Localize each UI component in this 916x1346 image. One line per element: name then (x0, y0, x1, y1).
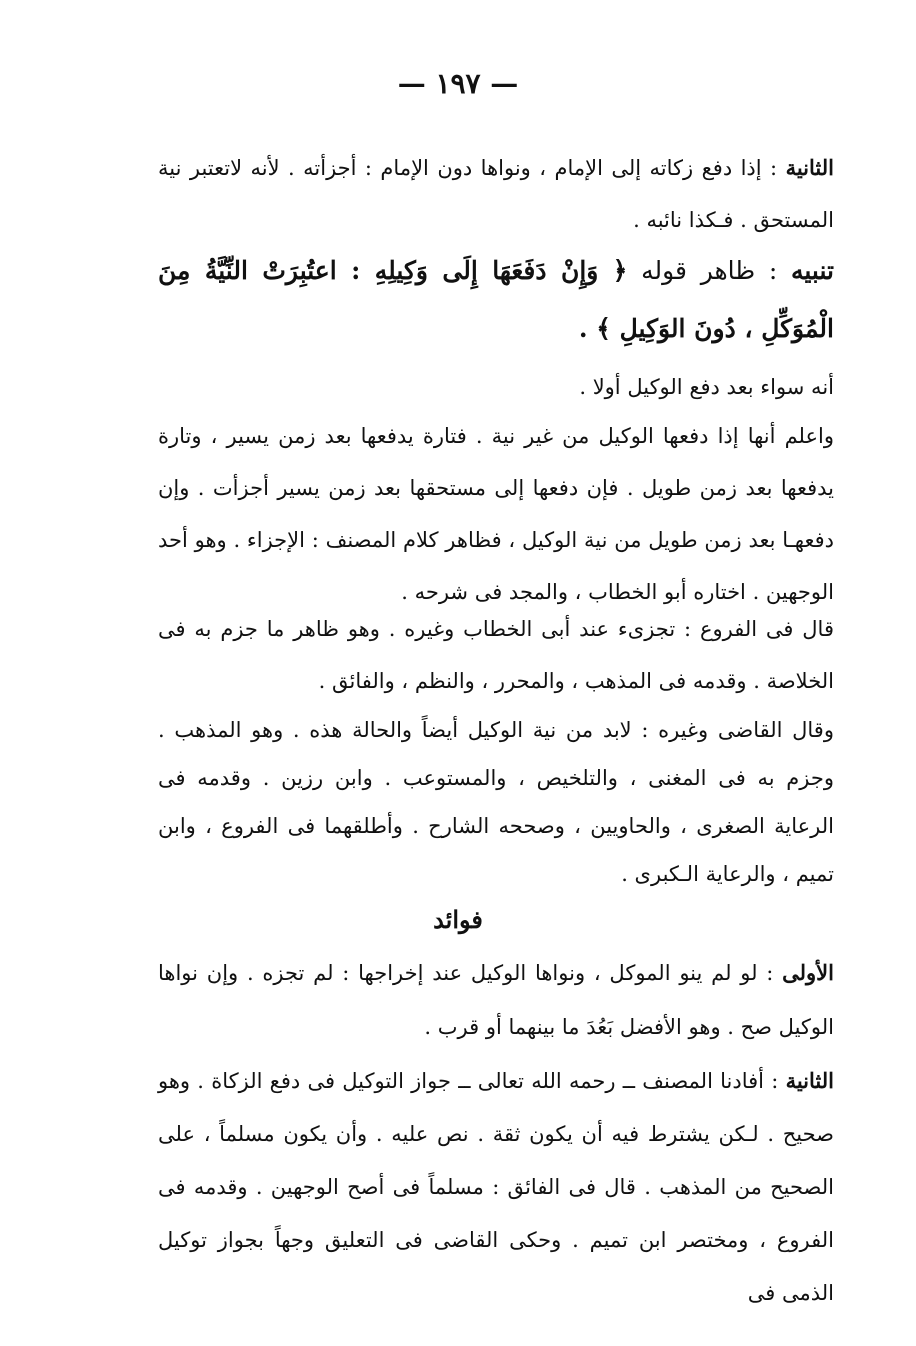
faida-ula (158, 946, 834, 1054)
paragraph-lead: الأولى (782, 960, 834, 985)
paragraph-lead: الثانية (785, 1068, 834, 1093)
paragraph-text (158, 946, 834, 1054)
paragraph-text (158, 242, 834, 358)
paragraph-body: وقال القاضى وغيره : لابد من نية الوكيل أيضاً والحالة هذه . وهو المذهب . وجزم به فى المغنى ، والتلخيص ، والمستوعب . وابن رزين . وقدمه فى الرعاية الصغرى ، والحاويين ، وصححه الشارح . وأطلقهما فى الفروع ، وابن تميم ، والرعاية الـكبرى . (158, 718, 834, 886)
paragraph-body: قال فى الفروع : تجزىء عند أبى الخطاب وغيره . وهو ظاهر ما جزم به فى الخلاصة . وقدمه فى المذهب ، والمحرر ، والنظم ، والفائق . (158, 617, 834, 693)
paragraph-body: واعلم أنها إذا دفعها الوكيل من غير نية . فتارة يدفعها بعد زمن يسير ، وتارة يدفعها بعد زمن طويل . فإن دفعها إلى مستحقها بعد زمن يسير أجزأت . وإن دفعهـا بعد زمن طويل من نية الوكيل ، فظاهر كلام المصنف : الإجزاء . وهو أحد الوجهين . اختاره أبو الخطاب ، والمجد فى شرحه . (158, 424, 834, 604)
paragraph-body: : إذا دفع زكاته إلى الإمام ، ونواها دون الإمام : أجزأته . لأنه لاتعتبر نية المستحق . فـكذا نائبه . (158, 156, 834, 232)
page-number: — ١٩٧ — (397, 67, 519, 100)
paragraph-sawa (158, 362, 834, 412)
paragraph-body: : أفادنا المصنف ــ رحمه الله تعالى ــ جواز التوكيل فى دفع الزكاة . وهو صحيح . لـكن يشترط فيه أن يكون ثقة . نص عليه . وأن يكون مسلماً ، على الصحيح من المذهب . قال فى الفائق : مسلماً فى أصح الوجهين . وقدمه فى الفروع ، ومختصر ابن تميم . وحكى القاضى فى التعليق وجهاً بجواز توكيل الذمى فى (158, 1069, 834, 1305)
paragraph-qala-alqadi (158, 706, 834, 898)
paragraph-lead: تنبيه (790, 256, 834, 285)
quoted-text: ﴿ وَإِنْ دَفَعَهَا إِلَى وَكِيلِهِ : اعتُبِرَتْ النِّيَّةُ مِنَ الْمُوَكِّلِ ، دُونَ الوَكِيلِ ﴾ . (158, 256, 834, 343)
paragraph-body: : ظاهر قوله (641, 256, 778, 285)
paragraph-tanbih (158, 242, 834, 358)
paragraph-thaniya (158, 142, 834, 246)
paragraph-qala-fi-alfuru (158, 603, 834, 707)
paragraph-lead: الثانية (785, 155, 834, 180)
paragraph-body: أنه سواء بعد دفع الوكيل أولا . (579, 375, 834, 399)
paragraph-wa-alam (158, 410, 834, 618)
paragraph-text (158, 1054, 834, 1320)
paragraph-text (158, 142, 834, 246)
section-heading: فوائد (433, 905, 483, 934)
paragraph-body: : لو لم ينو الموكل ، ونواها الوكيل عند إخراجها : لم تجزه . وإن نواها الوكيل صح . وهو الأفضل بَعُدَ ما بينهما أو قرب . (158, 961, 834, 1039)
faida-thaniya (158, 1054, 834, 1320)
